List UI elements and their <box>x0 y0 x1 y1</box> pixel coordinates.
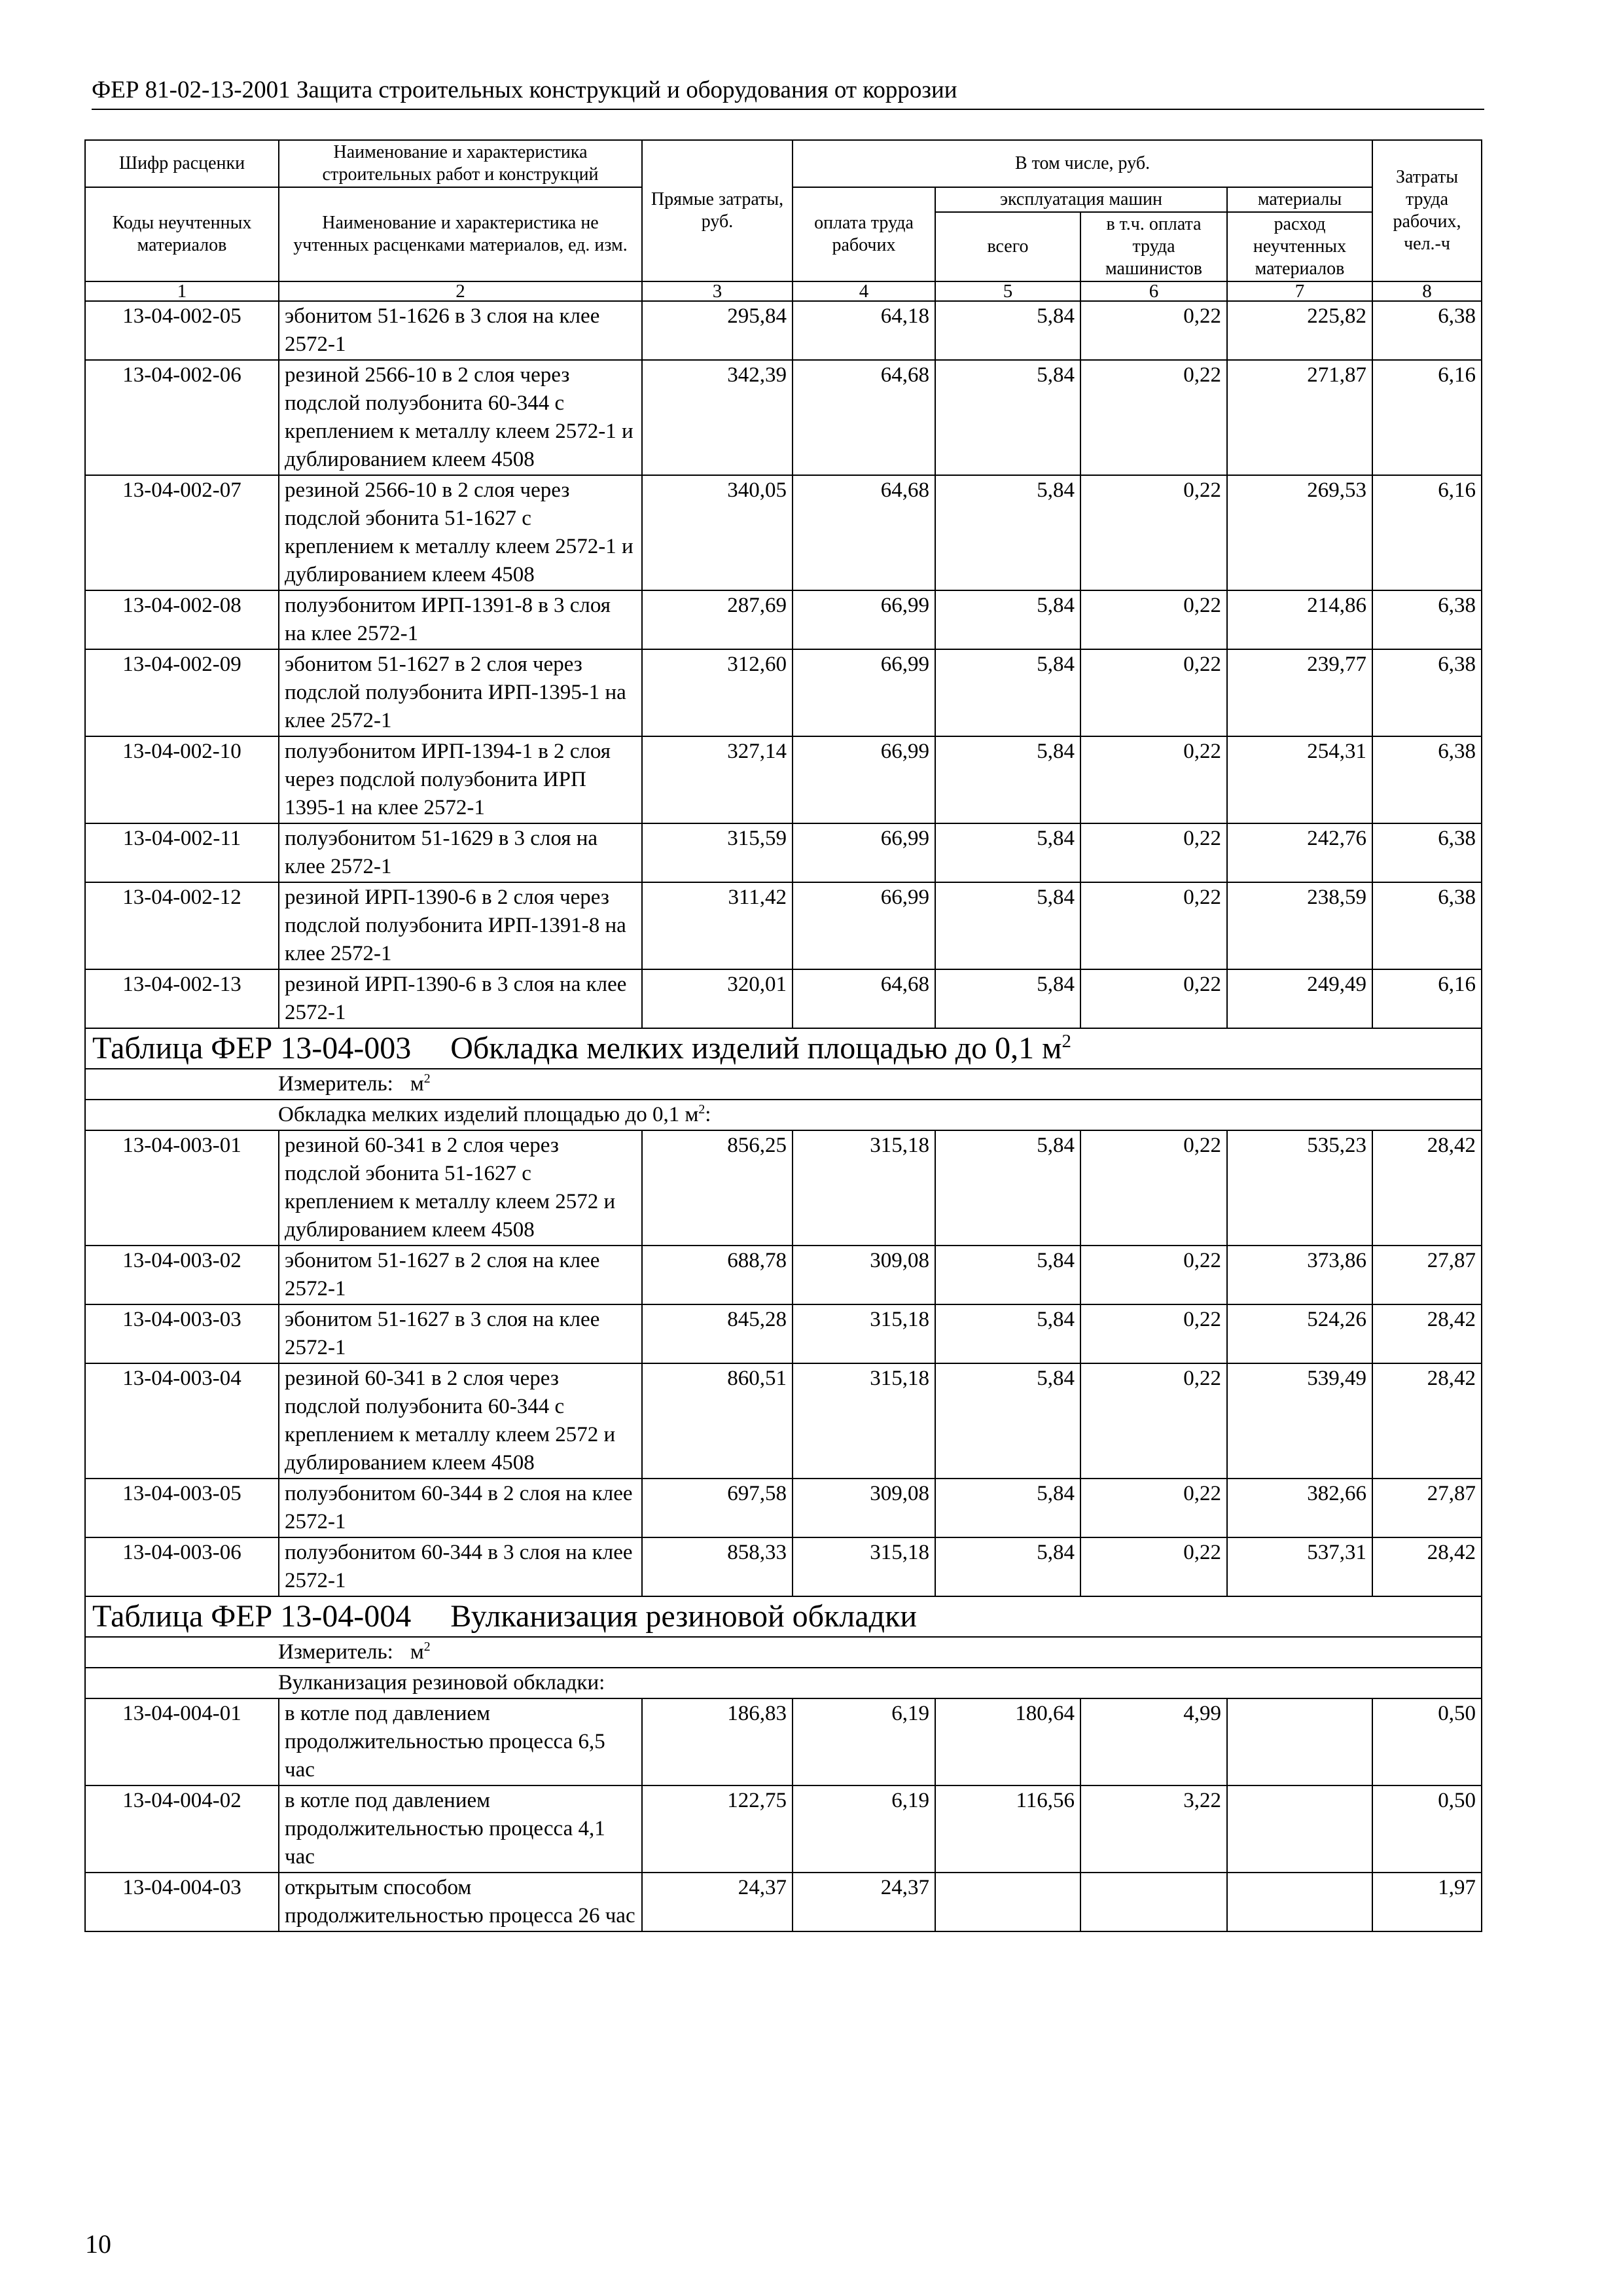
rate-name: резиной ИРП-1390-6 в 2 слоя через подслой полуэбонита ИРП-1391-8 на клее 2572-1 <box>279 882 642 969</box>
table-row <box>85 1698 1482 1785</box>
labor-pay: 24,37 <box>793 1873 935 1931</box>
group-label: Обкладка мелких изделий площадью до 0,1 м <box>278 1103 699 1126</box>
machine-cost: 5,84 <box>935 1246 1080 1304</box>
rate-code: 13-04-003-05 <box>85 1479 279 1537</box>
rate-name: полуэбонитом 60-344 в 3 слоя на клее 2572-1 <box>279 1537 642 1596</box>
rate-code: 13-04-002-08 <box>85 590 279 649</box>
labor-pay: 66,99 <box>793 823 935 882</box>
col-incl-header: В том числе, руб. <box>793 140 1372 187</box>
direct-cost: 186,83 <box>642 1698 793 1785</box>
labor-hours: 28,42 <box>1372 1304 1482 1363</box>
col-number: 7 <box>1227 281 1372 301</box>
table-title-row <box>85 1028 1482 1069</box>
direct-cost: 315,59 <box>642 823 793 882</box>
measure-label: Измеритель: <box>278 1640 393 1664</box>
rate-code: 13-04-002-07 <box>85 475 279 590</box>
machinist-pay: 0,22 <box>1080 1246 1227 1304</box>
machinist-pay: 0,22 <box>1080 823 1227 882</box>
table-row <box>85 823 1482 882</box>
rate-name: полуэбонитом 51-1629 в 3 слоя на клее 2572-1 <box>279 823 642 882</box>
table-row <box>85 1479 1482 1537</box>
machinist-pay: 0,22 <box>1080 1130 1227 1246</box>
header-row-1 <box>85 140 1482 187</box>
col-materials-header: материалы <box>1227 187 1372 212</box>
col-name2-header: Наименование и характеристика не учтенных расценками материалов, ед. изм. <box>279 187 642 281</box>
col-pay-header: оплата труда рабочих <box>793 187 935 281</box>
labor-pay: 64,18 <box>793 301 935 360</box>
rate-code: 13-04-004-02 <box>85 1785 279 1873</box>
labor-pay: 6,19 <box>793 1698 935 1785</box>
labor-hours: 6,38 <box>1372 882 1482 969</box>
direct-cost: 327,14 <box>642 736 793 823</box>
rate-name: в котле под давлением продолжительностью процесса 6,5 час <box>279 1698 642 1785</box>
col-number: 1 <box>85 281 279 301</box>
group-label: Вулканизация резиновой обкладки: <box>278 1671 605 1695</box>
direct-cost: 845,28 <box>642 1304 793 1363</box>
labor-hours: 27,87 <box>1372 1246 1482 1304</box>
rate-name: резиной 60-341 в 2 слоя через подслой полуэбонита 60-344 с креплением к металлу клеем 2572 и дублированием клеем 4508 <box>279 1363 642 1479</box>
page-number: 10 <box>85 2229 111 2259</box>
direct-cost: 295,84 <box>642 301 793 360</box>
col-number: 2 <box>279 281 642 301</box>
machinist-pay: 0,22 <box>1080 360 1227 475</box>
col-direct-header: Прямые затраты, руб. <box>642 140 793 281</box>
group-title <box>85 1668 1482 1698</box>
table-row <box>85 1130 1482 1246</box>
machine-cost: 5,84 <box>935 1363 1080 1479</box>
rate-name: резиной 2566-10 в 2 слоя через подслой полуэбонита 60-344 с креплением к металлу клеем 2572-1 и дублированием клеем 4508 <box>279 360 642 475</box>
rate-name: открытым способом продолжительностью процесса 26 час <box>279 1873 642 1931</box>
machinist-pay: 0,22 <box>1080 1479 1227 1537</box>
table-code: Таблица ФЕР 13-04-004 <box>92 1599 412 1634</box>
col-number: 4 <box>793 281 935 301</box>
measure-row <box>85 1069 1482 1100</box>
rate-name: в котле под давлением продолжительностью процесса 4,1 час <box>279 1785 642 1873</box>
rates-table <box>84 139 1482 1932</box>
group-row <box>85 1668 1482 1698</box>
machine-cost: 5,84 <box>935 360 1080 475</box>
table-title <box>85 1596 1482 1637</box>
labor-hours: 6,16 <box>1372 969 1482 1028</box>
measure <box>85 1637 1482 1668</box>
materials-cost <box>1227 1785 1372 1873</box>
col-labor-header: Затраты труда рабочих, чел.-ч <box>1372 140 1482 281</box>
labor-hours: 6,16 <box>1372 360 1482 475</box>
machinist-pay: 4,99 <box>1080 1698 1227 1785</box>
direct-cost: 311,42 <box>642 882 793 969</box>
rate-code: 13-04-003-01 <box>85 1130 279 1246</box>
machinist-pay: 0,22 <box>1080 969 1227 1028</box>
labor-pay: 64,68 <box>793 969 935 1028</box>
direct-cost: 122,75 <box>642 1785 793 1873</box>
machinist-pay: 0,22 <box>1080 590 1227 649</box>
labor-pay: 66,99 <box>793 590 935 649</box>
table-name: Обкладка мелких изделий площадью до 0,1 м <box>450 1031 1062 1066</box>
rate-code: 13-04-003-03 <box>85 1304 279 1363</box>
machine-cost: 5,84 <box>935 301 1080 360</box>
col-number: 5 <box>935 281 1080 301</box>
direct-cost: 340,05 <box>642 475 793 590</box>
labor-hours: 28,42 <box>1372 1130 1482 1246</box>
direct-cost: 697,58 <box>642 1479 793 1537</box>
machine-cost: 5,84 <box>935 1479 1080 1537</box>
machinist-pay: 0,22 <box>1080 1537 1227 1596</box>
labor-hours: 6,38 <box>1372 823 1482 882</box>
machine-cost: 5,84 <box>935 969 1080 1028</box>
measure-label: Измеритель: <box>278 1072 393 1096</box>
page-header: ФЕР 81-02-13-2001 Защита строительных конструкций и оборудования от коррозии <box>92 76 1484 110</box>
materials-cost: 269,53 <box>1227 475 1372 590</box>
measure-unit: м <box>410 1072 424 1096</box>
rate-name: резиной 2566-10 в 2 слоя через подслой эбонита 51-1627 с креплением к металлу клеем 2572-1 и дублированием клеем 4508 <box>279 475 642 590</box>
group-title <box>85 1100 1482 1130</box>
table-title-row <box>85 1596 1482 1637</box>
materials-cost: 239,77 <box>1227 649 1372 736</box>
unit-exponent: 2 <box>423 1071 431 1086</box>
materials-cost: 225,82 <box>1227 301 1372 360</box>
column-numbers-row <box>85 281 1482 301</box>
table-name: Вулканизация резиновой обкладки <box>450 1599 918 1634</box>
table-row <box>85 1873 1482 1931</box>
machine-cost: 116,56 <box>935 1785 1080 1873</box>
materials-cost: 254,31 <box>1227 736 1372 823</box>
direct-cost: 856,25 <box>642 1130 793 1246</box>
direct-cost: 312,60 <box>642 649 793 736</box>
labor-pay: 64,68 <box>793 360 935 475</box>
machine-cost: 5,84 <box>935 590 1080 649</box>
materials-cost <box>1227 1873 1372 1931</box>
machinist-pay: 0,22 <box>1080 736 1227 823</box>
materials-cost: 537,31 <box>1227 1537 1372 1596</box>
direct-cost: 688,78 <box>642 1246 793 1304</box>
labor-pay: 6,19 <box>793 1785 935 1873</box>
table-row <box>85 360 1482 475</box>
materials-cost: 539,49 <box>1227 1363 1372 1479</box>
direct-cost: 342,39 <box>642 360 793 475</box>
rate-code: 13-04-002-13 <box>85 969 279 1028</box>
rate-name: эбонитом 51-1627 в 3 слоя на клее 2572-1 <box>279 1304 642 1363</box>
table-row <box>85 590 1482 649</box>
rate-code: 13-04-002-11 <box>85 823 279 882</box>
unit-exponent: 2 <box>698 1102 705 1117</box>
direct-cost: 24,37 <box>642 1873 793 1931</box>
table-row <box>85 1246 1482 1304</box>
labor-pay: 315,18 <box>793 1304 935 1363</box>
materials-cost: 242,76 <box>1227 823 1372 882</box>
table-title <box>85 1028 1482 1069</box>
table-row <box>85 969 1482 1028</box>
table-row <box>85 1363 1482 1479</box>
rate-name: эбонитом 51-1627 в 2 слоя через подслой полуэбонита ИРП-1395-1 на клее 2572-1 <box>279 649 642 736</box>
rate-name: полуэбонитом ИРП-1391-8 в 3 слоя на клее 2572-1 <box>279 590 642 649</box>
rate-name: полуэбонитом ИРП-1394-1 в 2 слоя через подслой полуэбонита ИРП 1395-1 на клее 2572-1 <box>279 736 642 823</box>
unit-exponent: 2 <box>1061 1031 1071 1052</box>
measure <box>85 1069 1482 1100</box>
rate-name: эбонитом 51-1627 в 2 слоя на клее 2572-1 <box>279 1246 642 1304</box>
col-mach-total-header: всего <box>935 212 1080 281</box>
group-colon: : <box>705 1103 711 1126</box>
machine-cost: 5,84 <box>935 882 1080 969</box>
labor-hours: 27,87 <box>1372 1479 1482 1537</box>
direct-cost: 320,01 <box>642 969 793 1028</box>
labor-hours: 6,38 <box>1372 590 1482 649</box>
labor-hours: 6,38 <box>1372 649 1482 736</box>
machinist-pay <box>1080 1873 1227 1931</box>
labor-pay: 309,08 <box>793 1479 935 1537</box>
materials-cost <box>1227 1698 1372 1785</box>
labor-hours: 6,38 <box>1372 301 1482 360</box>
machine-cost: 5,84 <box>935 1130 1080 1246</box>
materials-cost: 238,59 <box>1227 882 1372 969</box>
labor-hours: 6,16 <box>1372 475 1482 590</box>
rate-code: 13-04-003-02 <box>85 1246 279 1304</box>
materials-cost: 524,26 <box>1227 1304 1372 1363</box>
rate-code: 13-04-004-03 <box>85 1873 279 1931</box>
table-row <box>85 1537 1482 1596</box>
rate-code: 13-04-003-06 <box>85 1537 279 1596</box>
machinist-pay: 0,22 <box>1080 301 1227 360</box>
machinist-pay: 3,22 <box>1080 1785 1227 1873</box>
table-row <box>85 1304 1482 1363</box>
labor-hours: 6,38 <box>1372 736 1482 823</box>
labor-pay: 66,99 <box>793 736 935 823</box>
rate-name: резиной 60-341 в 2 слоя через подслой эбонита 51-1627 с креплением к металлу клеем 2572 и дублированием клеем 4508 <box>279 1130 642 1246</box>
table-row <box>85 475 1482 590</box>
machinist-pay: 0,22 <box>1080 882 1227 969</box>
col-name-header: Наименование и характеристика строительных работ и конструкций <box>279 140 642 187</box>
table-row <box>85 882 1482 969</box>
labor-pay: 66,99 <box>793 882 935 969</box>
group-row <box>85 1100 1482 1130</box>
labor-hours: 28,42 <box>1372 1537 1482 1596</box>
table-row <box>85 736 1482 823</box>
materials-cost: 249,49 <box>1227 969 1372 1028</box>
labor-pay: 315,18 <box>793 1537 935 1596</box>
table-row <box>85 649 1482 736</box>
machinist-pay: 0,22 <box>1080 649 1227 736</box>
rate-code: 13-04-002-12 <box>85 882 279 969</box>
unit-exponent: 2 <box>423 1640 431 1654</box>
machine-cost: 180,64 <box>935 1698 1080 1785</box>
col-machines-header: эксплуатация машин <box>935 187 1227 212</box>
rate-code: 13-04-002-10 <box>85 736 279 823</box>
rate-code: 13-04-002-06 <box>85 360 279 475</box>
machinist-pay: 0,22 <box>1080 475 1227 590</box>
labor-pay: 66,99 <box>793 649 935 736</box>
materials-cost: 373,86 <box>1227 1246 1372 1304</box>
table-row <box>85 301 1482 360</box>
machine-cost: 5,84 <box>935 1537 1080 1596</box>
labor-pay: 309,08 <box>793 1246 935 1304</box>
materials-cost: 382,66 <box>1227 1479 1372 1537</box>
labor-pay: 64,68 <box>793 475 935 590</box>
direct-cost: 860,51 <box>642 1363 793 1479</box>
machinist-pay: 0,22 <box>1080 1363 1227 1479</box>
table-code: Таблица ФЕР 13-04-003 <box>92 1031 412 1066</box>
measure-row <box>85 1637 1482 1668</box>
measure-unit: м <box>410 1640 424 1664</box>
materials-cost: 214,86 <box>1227 590 1372 649</box>
machinist-pay: 0,22 <box>1080 1304 1227 1363</box>
labor-hours: 0,50 <box>1372 1785 1482 1873</box>
machine-cost: 5,84 <box>935 649 1080 736</box>
col-mat-cost-header: расход неучтенных материалов <box>1227 212 1372 281</box>
col-code2-header: Коды неучтенных материалов <box>85 187 279 281</box>
materials-cost: 535,23 <box>1227 1130 1372 1246</box>
labor-hours: 0,50 <box>1372 1698 1482 1785</box>
machine-cost: 5,84 <box>935 823 1080 882</box>
labor-hours: 1,97 <box>1372 1873 1482 1931</box>
labor-pay: 315,18 <box>793 1363 935 1479</box>
rate-name: эбонитом 51-1626 в 3 слоя на клее 2572-1 <box>279 301 642 360</box>
labor-pay: 315,18 <box>793 1130 935 1246</box>
rate-code: 13-04-002-05 <box>85 301 279 360</box>
materials-cost: 271,87 <box>1227 360 1372 475</box>
col-number: 6 <box>1080 281 1227 301</box>
machine-cost: 5,84 <box>935 1304 1080 1363</box>
col-code-header: Шифр расценки <box>85 140 279 187</box>
machine-cost <box>935 1873 1080 1931</box>
col-mach-pay-header: в т.ч. оплата труда машинистов <box>1080 212 1227 281</box>
table-row <box>85 1785 1482 1873</box>
labor-hours: 28,42 <box>1372 1363 1482 1479</box>
direct-cost: 287,69 <box>642 590 793 649</box>
rate-name: резиной ИРП-1390-6 в 3 слоя на клее 2572-1 <box>279 969 642 1028</box>
direct-cost: 858,33 <box>642 1537 793 1596</box>
col-number: 8 <box>1372 281 1482 301</box>
machine-cost: 5,84 <box>935 736 1080 823</box>
rate-code: 13-04-004-01 <box>85 1698 279 1785</box>
machine-cost: 5,84 <box>935 475 1080 590</box>
rate-code: 13-04-003-04 <box>85 1363 279 1479</box>
rate-name: полуэбонитом 60-344 в 2 слоя на клее 2572-1 <box>279 1479 642 1537</box>
rate-code: 13-04-002-09 <box>85 649 279 736</box>
col-number: 3 <box>642 281 793 301</box>
